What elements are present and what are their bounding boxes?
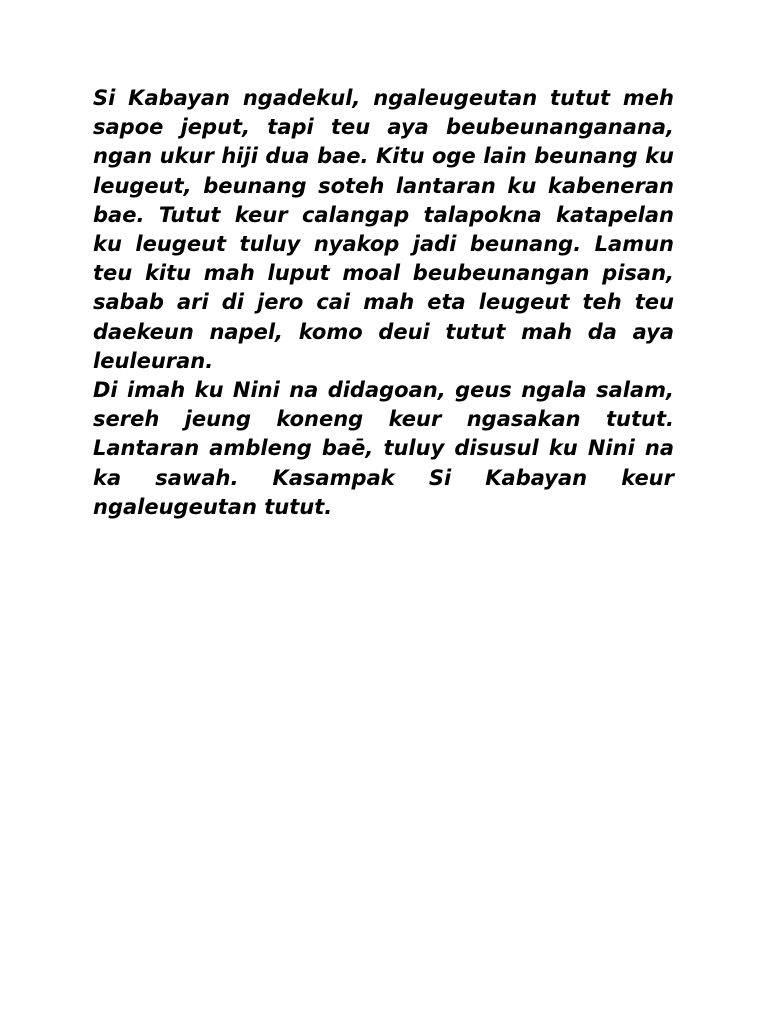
paragraph-2: Di imah ku Nini na didagoan, geus ngala salam, sereh jeung koneng keur ngasakan tutut. Lantaran ambleng baē, tuluy disusul ku Nini na ka sawah. Kasampak Si Kabayan keur ngaleugeutan tutut. <box>93 378 674 519</box>
document-body <box>93 84 674 522</box>
paragraph-1: Si Kabayan ngadekul, ngaleugeutan tutut meh sapoe jeput, tapi teu aya beubeunanganana, ngan ukur hiji dua bae. Kitu oge lain beunang ku leugeut, beunang soteh lantaran ku kabeneran bae. Tutut keur calangap talapokna katapelan ku leugeut tuluy nyakop jadi beunang. Lamun teu kitu mah luput moal beubeunangan pisan, sabab ari di jero cai mah eta leugeut teh teu daekeun napel, komo deui tutut mah da aya leuleuran. <box>93 86 674 373</box>
